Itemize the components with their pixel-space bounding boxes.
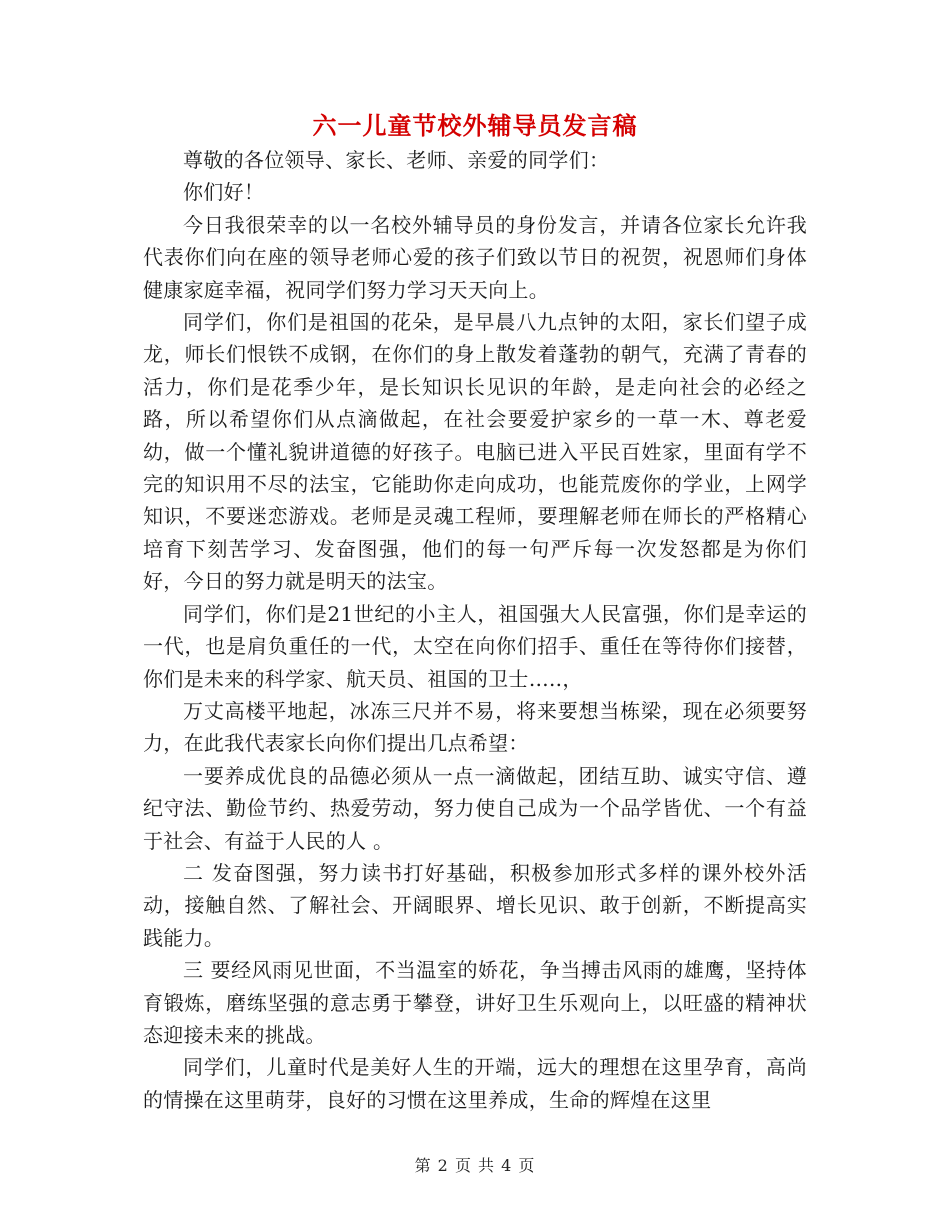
document-title: 六一儿童节校外辅导员发言稿 [312, 111, 638, 140]
paragraph-hopes-intro: 万丈高楼平地起，冰冻三尺并不易，将来要想当栋梁，现在必须要努力，在此我代表家长向你们提出几点希望： [143, 698, 807, 756]
page-footer: 第 2 页 共 4 页 [414, 1156, 536, 1175]
paragraph-intro: 今日我很荣幸的以一名校外辅导员的身份发言，并请各位家长允许我代表你们向在座的领导老师心爱的孩子们致以节日的祝贺，祝恩师们身体健康家庭幸福，祝同学们努力学习天天向上。 [143, 212, 807, 302]
paragraph-hope-two: 二 发奋图强，努力读书打好基础，积极参加形式多样的课外校外活动，接触自然、了解社会、开阔眼界、增长见识、敢于创新，不断提高实践能力。 [143, 860, 807, 950]
paragraph-hope-three: 三 要经风雨见世面，不当温室的娇花，争当搏击风雨的雄鹰，坚持体育锻炼，磨练坚强的意志勇于攀登，讲好卫生乐观向上，以旺盛的精神状态迎接未来的挑战。 [143, 958, 807, 1047]
salutation: 尊敬的各位领导、家长、老师、亲爱的同学们： [183, 148, 610, 172]
paragraph-childhood: 同学们，儿童时代是美好人生的开端，远大的理想在这里孕育，高尚的情操在这里萌芽，良好的习惯在这里养成，生命的辉煌在这里 [143, 1055, 807, 1112]
paragraph-hope-one: 一要养成优良的品德必须从一点一滴做起，团结互助、诚实守信、遵纪守法、勤俭节约、热爱劳动，努力使自己成为一个品学皆优、一个有益于社会、有益于人民的人 。 [143, 763, 807, 853]
paragraph-students-flowers: 同学们，你们是祖国的花朵，是早晨八九点钟的太阳，家长们望子成龙，师长们恨铁不成钢，在你们的身上散发着蓬勃的朝气，充满了青春的活力，你们是花季少年，是长知识长见识的年龄，是走向社会的必经之路，所以希望你们从点滴做起，在社会要爱护家乡的一草一木、尊老爱幼，做一个懂礼貌讲道德的好孩子。电脑已进入平民百姓家，里面有学不完的知识用不尽的法宝，它能助你走向成功，也能荒废你的学业，上网学知识，不要迷恋游戏。老师是灵魂工程师，要理解老师在师长的严格精心培育下刻苦学习、发奋图强，他们的每一句严斥每一次发怒都是为你们好，今日的努力就是明天的法宝。 [143, 310, 807, 594]
greeting: 你们好！ [183, 180, 265, 205]
document-body [143, 144, 807, 1116]
paragraph-21st-century: 同学们，你们是21世纪的小主人，祖国强大人民富强，你们是幸运的一代，也是肩负重任的一代，太空在向你们招手、重任在等待你们接替，你们是未来的科学家、航天员、祖国的卫士…..， [143, 601, 807, 691]
